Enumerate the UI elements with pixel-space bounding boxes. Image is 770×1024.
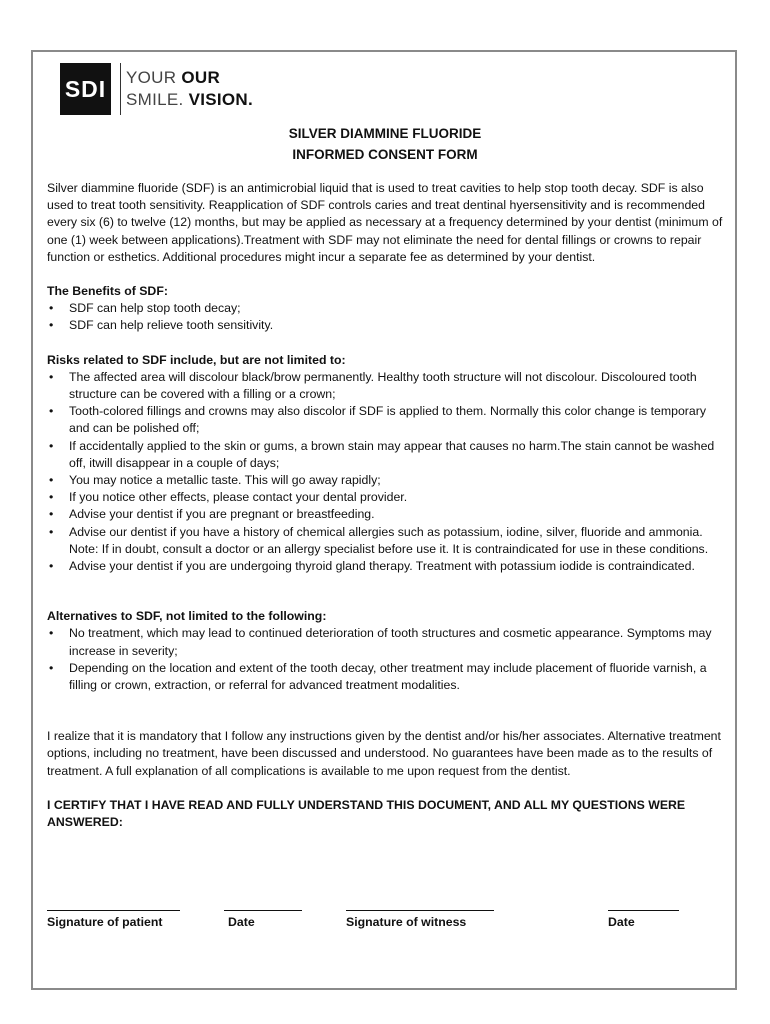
certify-statement: I CERTIFY THAT I HAVE READ AND FULLY UNDERSTAND THIS DOCUMENT, AND ALL MY QUESTIONS WERE ANSWERED: (47, 797, 686, 830)
tagline-your: YOUR (126, 68, 177, 87)
tagline-smile: SMILE. (126, 90, 184, 109)
list-item: • Advise your dentist if you are pregnant or breastfeeding. (47, 506, 727, 523)
benefits-heading: The Benefits of SDF: (47, 284, 168, 299)
patient-signature-line[interactable] (47, 910, 180, 911)
date2-label: Date (608, 915, 635, 929)
list-item: • Tooth-colored fillings and crowns may also discolor if SDF is applied to them. Normally this color change is temporary and can be polished off; (47, 403, 727, 437)
benefits-list (47, 300, 727, 334)
list-item: • SDF can help relieve tooth sensitivity. (47, 317, 727, 334)
alternatives-list (47, 625, 727, 694)
date1-line[interactable] (224, 910, 302, 911)
form-title-line2: INFORMED CONSENT FORM (292, 147, 478, 162)
form-body (47, 180, 727, 831)
form-title-line1: SILVER DIAMMINE FLUORIDE (288, 126, 482, 141)
logo-divider (120, 63, 121, 115)
list-item: • The affected area will discolour black/brow permanently. Healthy tooth structure will not discolour. Discoloured tooth structure can be covered with a filling or a crown; (47, 369, 727, 403)
list-item: • No treatment, which may lead to continued deterioration of tooth structures and cosmetic appearance. Symptoms may increase in severity; (47, 625, 727, 659)
date2-line[interactable] (608, 910, 679, 911)
list-item: • You may notice a metallic taste. This will go away rapidly; (47, 472, 727, 489)
list-item: • SDF can help stop tooth decay; (47, 300, 727, 317)
list-item: • Advise your dentist if you are undergoing thyroid gland therapy. Treatment with potassium iodide is contraindicated. (47, 558, 727, 575)
acknowledgement-paragraph: I realize that it is mandatory that I follow any instructions given by the dentist and/or his/her associates. Alternative treatment options, including no treatment, have been discussed and understood. No guarantees have been made as to the results of treatment. A full explanation of all complications is available to me upon request from the dentist. (47, 729, 721, 778)
risks-list (47, 369, 727, 575)
risks-heading: Risks related to SDF include, but are not limited to: (47, 352, 346, 367)
tagline-our: OUR (181, 68, 221, 87)
date1-label: Date (228, 915, 255, 929)
witness-signature-line[interactable] (346, 910, 494, 911)
intro-paragraph: Silver diammine fluoride (SDF) is an antimicrobial liquid that is used to treat cavities to help stop tooth decay. SDF is also used to treat tooth sensitivity. Reapplication of SDF controls caries and treat dentinal hyersensitivity and is recommended every six (6) to twelve (12) months, but may be applied as necessary at a frequency determined by your dentist (minimum of one (1) week between applications).Treatment with SDF may not eliminate the need for dental fillings or crowns to repair function or esthetics. Additional procedures might incur a separate fee as determined by your dentist. (47, 181, 723, 264)
list-item: • If you notice other effects, please contact your dental provider. (47, 489, 727, 506)
list-item: • Depending on the location and extent of the tooth decay, other treatment may include placement of fluoride varnish, a filling or crown, extraction, or referral for advanced treatment modalities. (47, 660, 727, 694)
witness-signature-label: Signature of witness (346, 915, 467, 929)
tagline-vision: VISION. (188, 90, 254, 109)
alternatives-heading: Alternatives to SDF, not limited to the following: (47, 609, 327, 624)
list-item: • If accidentally applied to the skin or gums, a brown stain may appear that causes no harm.The stain cannot be washed off, itwill disappear in a couple of days; (47, 438, 727, 472)
logo-tagline (126, 67, 253, 111)
list-item: • Advise our dentist if you have a history of chemical allergies such as potassium, iodine, silver, fluoride and ammonia. Note: If in doubt, consult a doctor or an allergy specialist before use it. It is contraindicated for use in these conditions. (47, 524, 727, 558)
patient-signature-label: Signature of patient (47, 915, 163, 929)
sdi-logo-mark: SDI (60, 63, 111, 115)
